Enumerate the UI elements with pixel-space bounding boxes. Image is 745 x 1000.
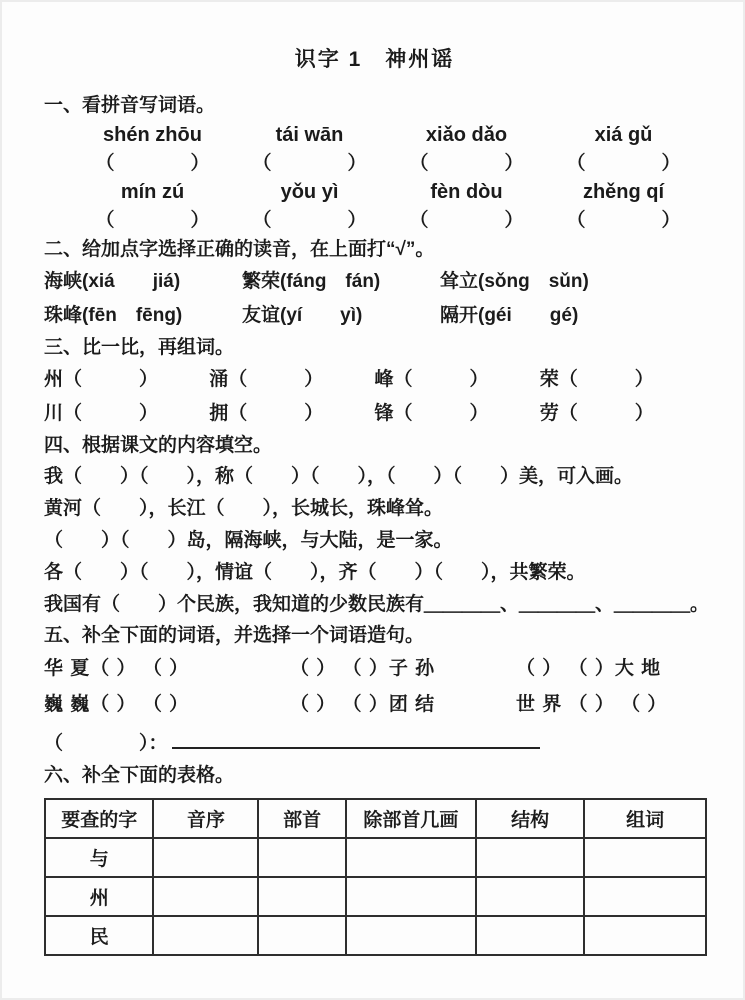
- sentence-answer-line: [172, 733, 540, 749]
- table-row: [45, 916, 706, 955]
- complete-word-item: 华 夏（ ） （ ）: [44, 658, 190, 679]
- table-row: [45, 877, 706, 916]
- answer-blank: （ ）: [95, 153, 210, 174]
- pronunciation-row-1: [44, 265, 705, 299]
- pinyin-word: yǒu yì: [280, 181, 339, 203]
- table-cell-empty: [258, 916, 345, 955]
- table-cell-empty: [346, 877, 476, 916]
- pinyin-word: tái wān: [275, 124, 344, 146]
- fill-blank-line: 黄河（ ），长江（ ），长城长，珠峰耸。: [44, 498, 444, 519]
- pinyin-word: fèn dòu: [430, 181, 503, 203]
- fill-blank-line: 我（ ）（ ），称（ ）（ ），（ ）（ ）美，可入画。: [44, 466, 634, 487]
- table-cell-empty: [346, 838, 476, 877]
- pronunciation-item: 繁荣(fáng fán): [242, 271, 381, 292]
- section2-heading: 二、给加点字选择正确的读音，在上面打“√”。: [44, 239, 435, 260]
- sentence-writing-line: [44, 727, 705, 761]
- table-cell-empty: [476, 916, 584, 955]
- pinyin-row-2: [74, 178, 705, 207]
- section4-heading: 四、根据课文的内容填空。: [44, 435, 273, 456]
- table-cell-empty: [584, 916, 706, 955]
- word-compare-item: 荣（ ）: [539, 369, 654, 390]
- complete-word-item: （ ） （ ）子 孙: [290, 658, 436, 679]
- section3-heading: 三、比一比，再组词。: [44, 337, 235, 358]
- table-cell-empty: [584, 838, 706, 877]
- word-compare-item: 拥（ ）: [209, 403, 324, 424]
- pronunciation-row-2: [44, 299, 705, 333]
- word-compare-item: 锋（ ）: [374, 403, 489, 424]
- pinyin-word: xiá gǔ: [594, 124, 653, 146]
- pinyin-word: mín zú: [120, 181, 185, 203]
- pronunciation-item: 海峡(xiá jiá): [44, 271, 181, 292]
- answer-blank: （ ）: [566, 210, 681, 231]
- table-header: 结构: [476, 799, 584, 838]
- complete-word-row-2: [44, 687, 705, 723]
- answer-blank: （ ）: [409, 210, 524, 231]
- table-cell-empty: [258, 877, 345, 916]
- lookup-char: 民: [45, 916, 153, 955]
- answer-blank: （ ）: [252, 153, 367, 174]
- complete-word-item: 世 界 （ ） （ ）: [516, 694, 668, 715]
- table-header-row: [45, 799, 706, 838]
- pinyin-row-1: [74, 121, 705, 150]
- table-cell-empty: [153, 877, 258, 916]
- table-header: 组词: [584, 799, 706, 838]
- table-cell-empty: [258, 838, 345, 877]
- table-header: 音序: [153, 799, 258, 838]
- table-row: [45, 838, 706, 877]
- table-cell-empty: [153, 838, 258, 877]
- answer-blank-row-1: [74, 150, 705, 178]
- lookup-char: 与: [45, 838, 153, 877]
- table-cell-empty: [476, 838, 584, 877]
- pinyin-word: xiǎo dǎo: [425, 124, 508, 146]
- word-compare-row-2: [44, 397, 705, 431]
- pinyin-word: zhěng qí: [582, 181, 665, 203]
- sentence-word-blank: （ ）：: [44, 733, 168, 754]
- answer-blank-row-2: [74, 207, 705, 235]
- table-cell-empty: [153, 916, 258, 955]
- fill-blank-line: 各（ ）（ ），情谊（ ），齐（ ）（ ），共繁荣。: [44, 562, 586, 583]
- pinyin-word: shén zhōu: [103, 124, 202, 146]
- pronunciation-item: 隔开(géi gé): [440, 305, 579, 326]
- answer-blank: （ ）: [252, 210, 367, 231]
- complete-word-item: 巍 巍（ ） （ ）: [44, 694, 190, 715]
- answer-blank: （ ）: [409, 153, 524, 174]
- section6-heading: 六、补全下面的表格。: [44, 765, 235, 786]
- answer-blank: （ ）: [95, 210, 210, 231]
- complete-word-item: （ ） （ ）大 地: [516, 658, 662, 679]
- table-cell-empty: [346, 916, 476, 955]
- answer-blank: （ ）: [566, 153, 681, 174]
- dictionary-lookup-table: [44, 798, 707, 956]
- word-compare-item: 川（ ）: [44, 403, 159, 424]
- pronunciation-item: 友谊(yí yì): [242, 305, 363, 326]
- pronunciation-item: 珠峰(fēn fēng): [44, 305, 183, 326]
- word-compare-row-1: [44, 363, 705, 397]
- complete-word-item: （ ） （ ）团 结: [290, 694, 436, 715]
- table-cell-empty: [584, 877, 706, 916]
- word-compare-item: 劳（ ）: [539, 403, 654, 424]
- section1-heading: 一、看拼音写词语。: [44, 95, 216, 116]
- table-header: 部首: [258, 799, 345, 838]
- page-title: 识字 1 神州谣: [294, 48, 455, 71]
- table-header: 要查的字: [45, 799, 153, 838]
- table-header: 除部首几画: [346, 799, 476, 838]
- pronunciation-item: 耸立(sǒng sǔn): [440, 271, 589, 292]
- fill-blank-line: （ ）（ ）岛，隔海峡，与大陆，是一家。: [44, 530, 453, 551]
- section5-heading: 五、补全下面的词语，并选择一个词语造句。: [44, 625, 425, 646]
- complete-word-row-1: [44, 651, 705, 687]
- word-compare-item: 州（ ）: [44, 369, 159, 390]
- word-compare-item: 峰（ ）: [374, 369, 489, 390]
- table-cell-empty: [476, 877, 584, 916]
- fill-blank-line: 我国有（ ）个民族，我知道的少数民族有＿＿＿＿、＿＿＿＿、＿＿＿＿。: [44, 594, 710, 615]
- word-compare-item: 涌（ ）: [209, 369, 324, 390]
- lookup-char: 州: [45, 877, 153, 916]
